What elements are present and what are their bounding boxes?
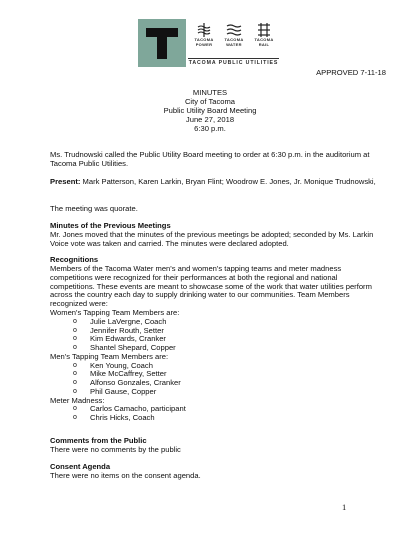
present-members: Mark Patterson, Karen Larkin, Bryan Flint; Woodrow E. Jones, Jr. Monique Trudnowski, xyxy=(82,177,376,186)
page-number: 1 xyxy=(342,502,347,512)
list-item: o Shantel Shepard, Copper xyxy=(50,344,380,353)
list-item: o Carlos Camacho, participant xyxy=(50,405,380,414)
logo-unit-power xyxy=(190,22,218,52)
list-item: o Mike McCaffrey, Setter xyxy=(50,370,380,379)
intro-paragraph: Ms. Trudnowski called the Public Utility Board meeting to order at 6:30 p.m. in the auditorium at Tacoma Public Utilities. xyxy=(50,150,370,168)
quorate-statement: The meeting was quorate. xyxy=(50,204,138,213)
logo-unit-water-line1: TACOMA xyxy=(224,37,244,42)
logo-t-mark xyxy=(138,19,186,67)
womens-team-label: Women's Tapping Team Members are: xyxy=(50,308,180,317)
list-item: o Alfonso Gonzales, Cranker xyxy=(50,379,380,388)
team-members-list xyxy=(50,309,380,423)
org-name: City of Tacoma xyxy=(184,97,236,106)
list-item: o Chris Hicks, Coach xyxy=(50,414,380,423)
logo-unit-water-line2: WATER xyxy=(226,41,242,47)
rail-track-icon xyxy=(256,22,272,38)
recognitions-text: Members of the Tacoma Water men's and women's tapping teams and meter madness competitions were recognized for their performances at both the regional and national competitions. These events are meant to showcase some of the work that water utilities perform across the country each day to supply drinking water to our communities. Team Members recognized were: xyxy=(50,264,372,309)
list-item: o Julie LaVergne, Coach xyxy=(50,318,380,327)
present-label: Present: xyxy=(50,177,81,186)
logo-unit-rail-line2: RAIL xyxy=(258,41,270,47)
consent-agenda-text: There were no items on the consent agenda. xyxy=(50,471,201,480)
meeting-date: June 27, 2018 xyxy=(185,115,235,124)
recognitions-heading: Recognitions xyxy=(50,255,99,264)
logo-unit-rail xyxy=(250,22,278,52)
minutes-title: MINUTES xyxy=(192,88,228,97)
list-item: o Ken Young, Coach xyxy=(50,362,380,371)
logo-unit-rail-line1: TACOMA xyxy=(254,37,274,42)
public-comments-text: There were no comments by the public xyxy=(50,445,181,454)
minutes-previous-text: Mr. Jones moved that the minutes of the previous meetings be adopted; seconded by Ms. Larkin Voice vote was taken and carried. The minutes were declared adopted. xyxy=(50,230,374,248)
public-comments-heading: Comments from the Public xyxy=(50,436,147,445)
present-paragraph xyxy=(50,178,380,187)
tacoma-public-utilities-logo xyxy=(138,19,279,67)
approved-stamp: APPROVED 7-11-18 xyxy=(316,68,386,77)
logo-unit-water xyxy=(220,22,248,52)
meeting-name: Public Utility Board Meeting xyxy=(163,106,257,115)
logo-wordmark: TACOMA PUBLIC UTILITIES xyxy=(188,60,279,66)
list-item: o Phil Gause, Copper xyxy=(50,388,380,397)
logo-unit-power-line2: POWER xyxy=(195,41,213,47)
mens-team-label: Men's Tapping Team Members are: xyxy=(50,351,169,361)
list-item: o Jennifer Routh, Setter xyxy=(50,327,380,336)
minutes-previous-heading: Minutes of the Previous Meetings xyxy=(50,221,171,230)
meeting-time: 6:30 p.m. xyxy=(194,124,226,133)
meter-madness-label: Meter Madness: xyxy=(50,395,105,405)
logo-unit-power-line1: TACOMA xyxy=(194,37,214,42)
water-wave-icon xyxy=(226,22,242,38)
t-letter-icon xyxy=(138,19,186,67)
power-wave-icon xyxy=(196,22,212,38)
consent-agenda-heading: Consent Agenda xyxy=(50,462,111,471)
list-item: o Kim Edwards, Cranker xyxy=(50,335,380,344)
